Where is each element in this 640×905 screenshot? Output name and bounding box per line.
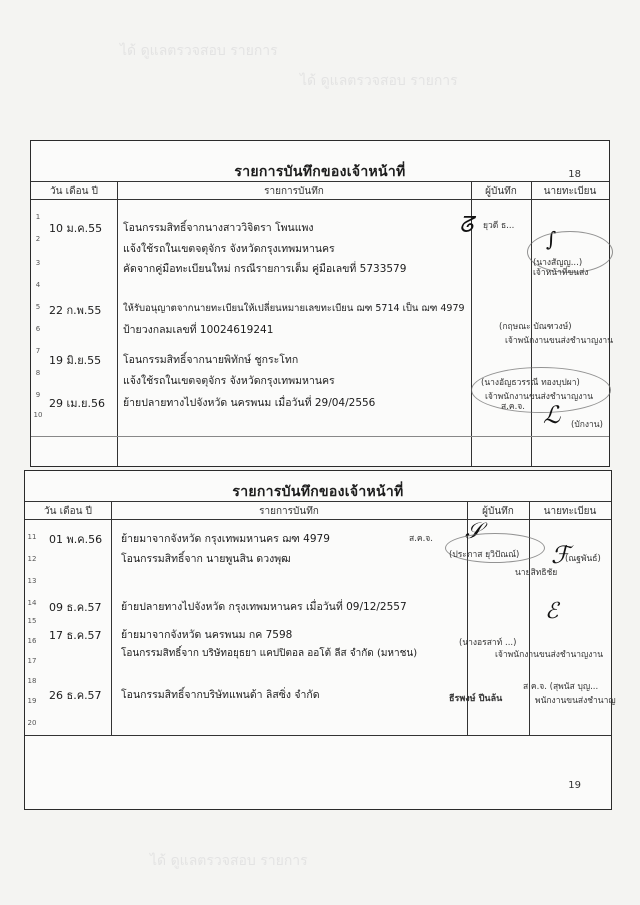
registrar-stamp-title: เจ้าพนักงานขนส่งชำนาญงาน [495, 650, 604, 660]
entry-date: 22 ก.พ.55 [49, 304, 102, 317]
header-recorder: ผู้บันทึก [482, 506, 514, 517]
registrar-stamp-name: (กฤษณะ บัณฑวงษ์) [499, 322, 572, 332]
row-number: 5 [35, 303, 41, 311]
registrar-stamp-name: (ณฐพันธ์) [565, 554, 601, 564]
page-number: 18 [568, 169, 581, 180]
section-title: รายการบันทึกของเจ้าหน้าที่ [232, 484, 404, 500]
entry-line: ให้รับอนุญาตจากนายทะเบียนให้เปลี่ยนหมายเลขทะเบียน ฌฑ 5714 เป็น ฌฑ 4979 [123, 303, 465, 314]
entry-line: ย้ายมาจากจังหวัด นครพนม กค 7598 [121, 629, 293, 641]
registrar-signature: ℰ [545, 599, 559, 624]
entry-line: โอนกรรมสิทธิ์จากบริษัทแพนด้า ลิสซิ่ง จำกัด [121, 689, 320, 701]
row-number: 8 [35, 369, 41, 377]
registrar-stamp-title: พนักงานขนส่งชำนาญ [535, 696, 616, 706]
recorder-stamp-name: (ประภาส ยุวิปัณณ์) [449, 550, 520, 560]
row-number: 10 [33, 411, 43, 419]
row-number: 7 [35, 347, 41, 355]
header-date: วัน เดือน ปี [50, 186, 98, 197]
row-number: 12 [27, 555, 37, 563]
office-code: ส.ค.จ. [409, 534, 433, 544]
bleed-through-text: ได้ ดูแลตรวจสอบ รายการ [300, 73, 458, 89]
entry-date: 09 ธ.ค.57 [49, 601, 102, 614]
row-number: 2 [35, 235, 41, 243]
entry-line: แจ้งใช้รถในเขตจตุจักร จังหวัดกรุงเทพมหานคร [123, 243, 335, 255]
header-recorder: ผู้บันทึก [485, 186, 517, 197]
registrar-stamp-title: นายสิทธิชัย [515, 568, 558, 578]
entry-line: ย้ายมาจากจังหวัด กรุงเทพมหานคร ฌฑ 4979 [121, 533, 330, 545]
registrar-stamp-name: (นางสัญญ...) [533, 258, 583, 268]
registrar-stamp-title: เจ้าพนักงานขนส่งชำนาญงาน [485, 392, 594, 402]
bleed-through-text: ได้ ดูแลตรวจสอบ รายการ [150, 853, 308, 869]
row-number: 13 [27, 577, 37, 585]
registrar-stamp-code: ส.ค.จ. [501, 402, 525, 412]
row-number: 19 [27, 697, 37, 705]
page-number: 19 [568, 780, 581, 791]
entry-date: 17 ธ.ค.57 [49, 629, 102, 642]
registrar-stamp-name: (นางอัญธวรรณี ทองบุปผา) [481, 378, 580, 388]
row-number: 17 [27, 657, 37, 665]
row-number: 3 [35, 259, 41, 267]
recorder-stamp-name: (นางอรสาท์ ...) [459, 638, 517, 648]
row-number: 20 [27, 719, 37, 727]
row-number: 1 [35, 213, 41, 221]
row-number: 4 [35, 281, 41, 289]
section-title: รายการบันทึกของเจ้าหน้าที่ [234, 164, 406, 180]
header-date: วัน เดือน ปี [44, 506, 92, 517]
registrar-signature: ℱ [551, 541, 570, 569]
entry-date: 26 ธ.ค.57 [49, 689, 102, 702]
entry-line: คัดจากคู่มือทะเบียนใหม่ กรณีรายการเต็ม คู่มือเลขที่ 5733579 [123, 263, 407, 275]
signature-mark: ᘔ [459, 213, 474, 238]
entry-line: ย้ายปลายทางไปจังหวัด นครพนม เมื่อวันที่ 29/04/2556 [123, 397, 376, 409]
header-record: รายการบันทึก [259, 506, 319, 517]
row-number: 11 [27, 533, 37, 541]
row-number: 6 [35, 325, 41, 333]
entry-date: 19 มิ.ย.55 [49, 354, 102, 367]
entry-line: โอนกรรมสิทธิ์จากนายพิทักษ์ ชูกระโทก [123, 354, 299, 366]
registrar-signature: ℒ [543, 401, 561, 429]
header-registrar: นายทะเบียน [543, 186, 597, 197]
row-number: 14 [27, 599, 37, 607]
entry-line: ป้ายวงกลมเลขที่ 10024619241 [123, 324, 274, 336]
recorder-signature: 𝒮 [465, 519, 483, 544]
registrar-stamp-name: ส.ค.จ. (สุพนัส บุญ... [523, 682, 599, 692]
registrar-signature: ∫ [546, 227, 557, 251]
row-number: 16 [27, 637, 37, 645]
entry-date: 29 เม.ย.56 [49, 397, 105, 410]
registrar-stamp-title: เจ้าหน้าที่ขนส่ง [533, 268, 589, 278]
entry-line: แจ้งใช้รถในเขตจตุจักร จังหวัดกรุงเทพมหานคร [123, 375, 335, 387]
row-number: 18 [27, 677, 37, 685]
recorder-stamp: ยุวดี ธ... [483, 221, 515, 231]
row-number: 9 [35, 391, 41, 399]
record-page-top [30, 140, 614, 467]
entry-line: โอนกรรมสิทธิ์จาก บริษัทอยุธยา แคปปิตอล ออโต้ ลีส จำกัด (มหาชน) [121, 648, 418, 659]
entry-date: 01 พ.ค.56 [49, 533, 103, 546]
entry-date: 10 ม.ค.55 [49, 222, 103, 235]
entry-line: ย้ายปลายทางไปจังหวัด กรุงเทพมหานคร เมื่อวันที่ 09/12/2557 [121, 601, 407, 613]
record-page-bottom [24, 470, 616, 810]
entry-line: โอนกรรมสิทธิ์จากนางสาววิจิตรา โพนแพง [123, 222, 314, 234]
registrar-stamp-title: เจ้าพนักงานขนส่งชำนาญงาน [505, 336, 614, 346]
entry-line: โอนกรรมสิทธิ์จาก นายพูนสิน ดวงพุฒ [121, 553, 291, 565]
row-number: 15 [27, 617, 37, 625]
bleed-through-text: ได้ ดูแลตรวจสอบ รายการ [120, 43, 278, 59]
header-record: รายการบันทึก [264, 186, 324, 197]
recorder-stamp-name: ธีรพงษ์ ปีนล้น [449, 694, 503, 704]
registrar-stamp-name: (บักงาน) [571, 420, 603, 430]
header-registrar: นายทะเบียน [543, 506, 597, 517]
